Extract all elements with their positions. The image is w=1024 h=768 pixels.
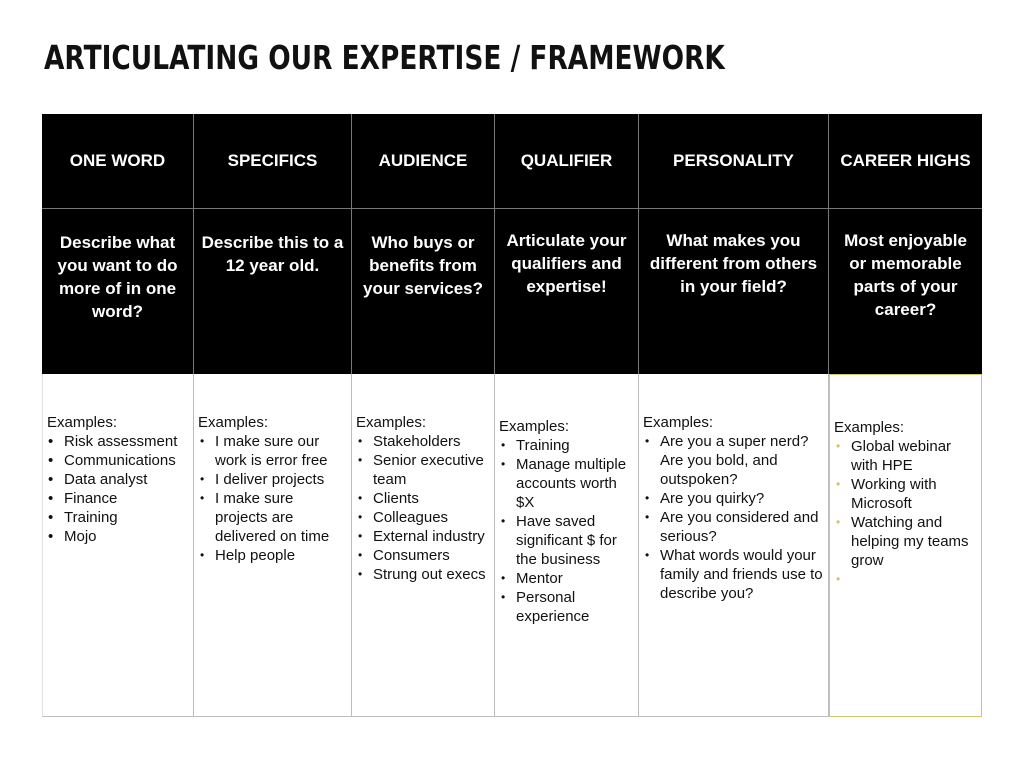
column-header: PERSONALITY bbox=[639, 114, 829, 208]
list-item: • Colleagues bbox=[358, 509, 449, 526]
list-item: • Working with Microsoft bbox=[836, 476, 937, 512]
examples-cell bbox=[829, 374, 982, 717]
list-item: • Risk assessment bbox=[48, 433, 178, 450]
list-item: • I make sure our work is error free bbox=[200, 433, 328, 469]
examples-cell bbox=[42, 374, 194, 717]
examples-cell bbox=[194, 374, 352, 717]
list-item: • Have saved significant $ for the business bbox=[501, 513, 617, 568]
list-item: • Consumers bbox=[358, 547, 450, 564]
list-item: • I make sure projects are delivered on time bbox=[200, 490, 330, 545]
list-item: • Mentor bbox=[501, 570, 563, 587]
column-description: Describe what you want to do more of in one word? bbox=[42, 208, 194, 374]
list-item: • Are you considered and serious? bbox=[645, 509, 819, 545]
list-item: • Watching and helping my teams grow bbox=[836, 514, 969, 569]
examples-label: Examples: bbox=[643, 414, 714, 431]
examples-cell bbox=[495, 374, 639, 717]
examples-list bbox=[499, 436, 634, 626]
examples-list bbox=[356, 432, 490, 584]
list-item: • Training bbox=[501, 437, 570, 454]
examples-label: Examples: bbox=[198, 414, 269, 431]
column-header: QUALIFIER bbox=[495, 114, 639, 208]
list-item: • Finance bbox=[48, 490, 118, 507]
column-header: CAREER HIGHS bbox=[829, 114, 982, 208]
list-item: • Help people bbox=[200, 547, 296, 564]
examples-cell bbox=[352, 374, 495, 717]
list-item: • Clients bbox=[358, 490, 419, 507]
column-audience bbox=[352, 114, 495, 717]
column-header: ONE WORD bbox=[42, 114, 194, 208]
column-header: SPECIFICS bbox=[194, 114, 352, 208]
column-one-word bbox=[42, 114, 194, 717]
list-item: • Personal experience bbox=[501, 589, 590, 625]
examples-label: Examples: bbox=[47, 414, 118, 431]
column-description: Describe this to a 12 year old. bbox=[194, 208, 352, 374]
examples-label: Examples: bbox=[834, 419, 905, 436]
list-item: • Strung out execs bbox=[358, 566, 486, 583]
column-description: Articulate your qualifiers and expertise! bbox=[495, 208, 639, 374]
list-item: • What words would your family and friends use to describe you? bbox=[645, 547, 823, 602]
framework-table bbox=[42, 114, 982, 717]
examples-cell bbox=[639, 374, 829, 717]
list-item: • Global webinar with HPE bbox=[836, 438, 952, 474]
examples-list bbox=[47, 432, 189, 546]
list-item: • Training bbox=[48, 509, 118, 526]
examples-list bbox=[643, 432, 824, 603]
list-item: • Communications bbox=[48, 452, 176, 469]
column-qualifier bbox=[495, 114, 639, 717]
list-item: • Stakeholders bbox=[358, 433, 461, 450]
column-header: AUDIENCE bbox=[352, 114, 495, 208]
column-specifics bbox=[194, 114, 352, 717]
examples-list bbox=[198, 432, 347, 565]
list-item: • Senior executive team bbox=[358, 452, 484, 488]
examples-list bbox=[834, 437, 977, 589]
list-item: • I deliver projects bbox=[200, 471, 325, 488]
column-description: Who buys or benefits from your services? bbox=[352, 208, 495, 374]
column-career-highs bbox=[829, 114, 982, 717]
column-description: Most enjoyable or memorable parts of your career? bbox=[829, 208, 982, 374]
list-item: • Data analyst bbox=[48, 471, 148, 488]
list-item: • bbox=[836, 572, 841, 586]
column-description: What makes you different from others in your field? bbox=[639, 208, 829, 374]
examples-label: Examples: bbox=[499, 418, 570, 435]
examples-label: Examples: bbox=[356, 414, 427, 431]
page-title: ARTICULATING OUR EXPERTISE / FRAMEWORK bbox=[44, 38, 725, 77]
list-item: • Mojo bbox=[48, 528, 97, 545]
list-item: • Manage multiple accounts worth $X bbox=[501, 456, 627, 511]
column-personality bbox=[639, 114, 829, 717]
list-item: • Are you a super nerd? Are you bold, and outspoken? bbox=[645, 433, 809, 488]
list-item: • Are you quirky? bbox=[645, 490, 765, 507]
list-item: • External industry bbox=[358, 528, 485, 545]
